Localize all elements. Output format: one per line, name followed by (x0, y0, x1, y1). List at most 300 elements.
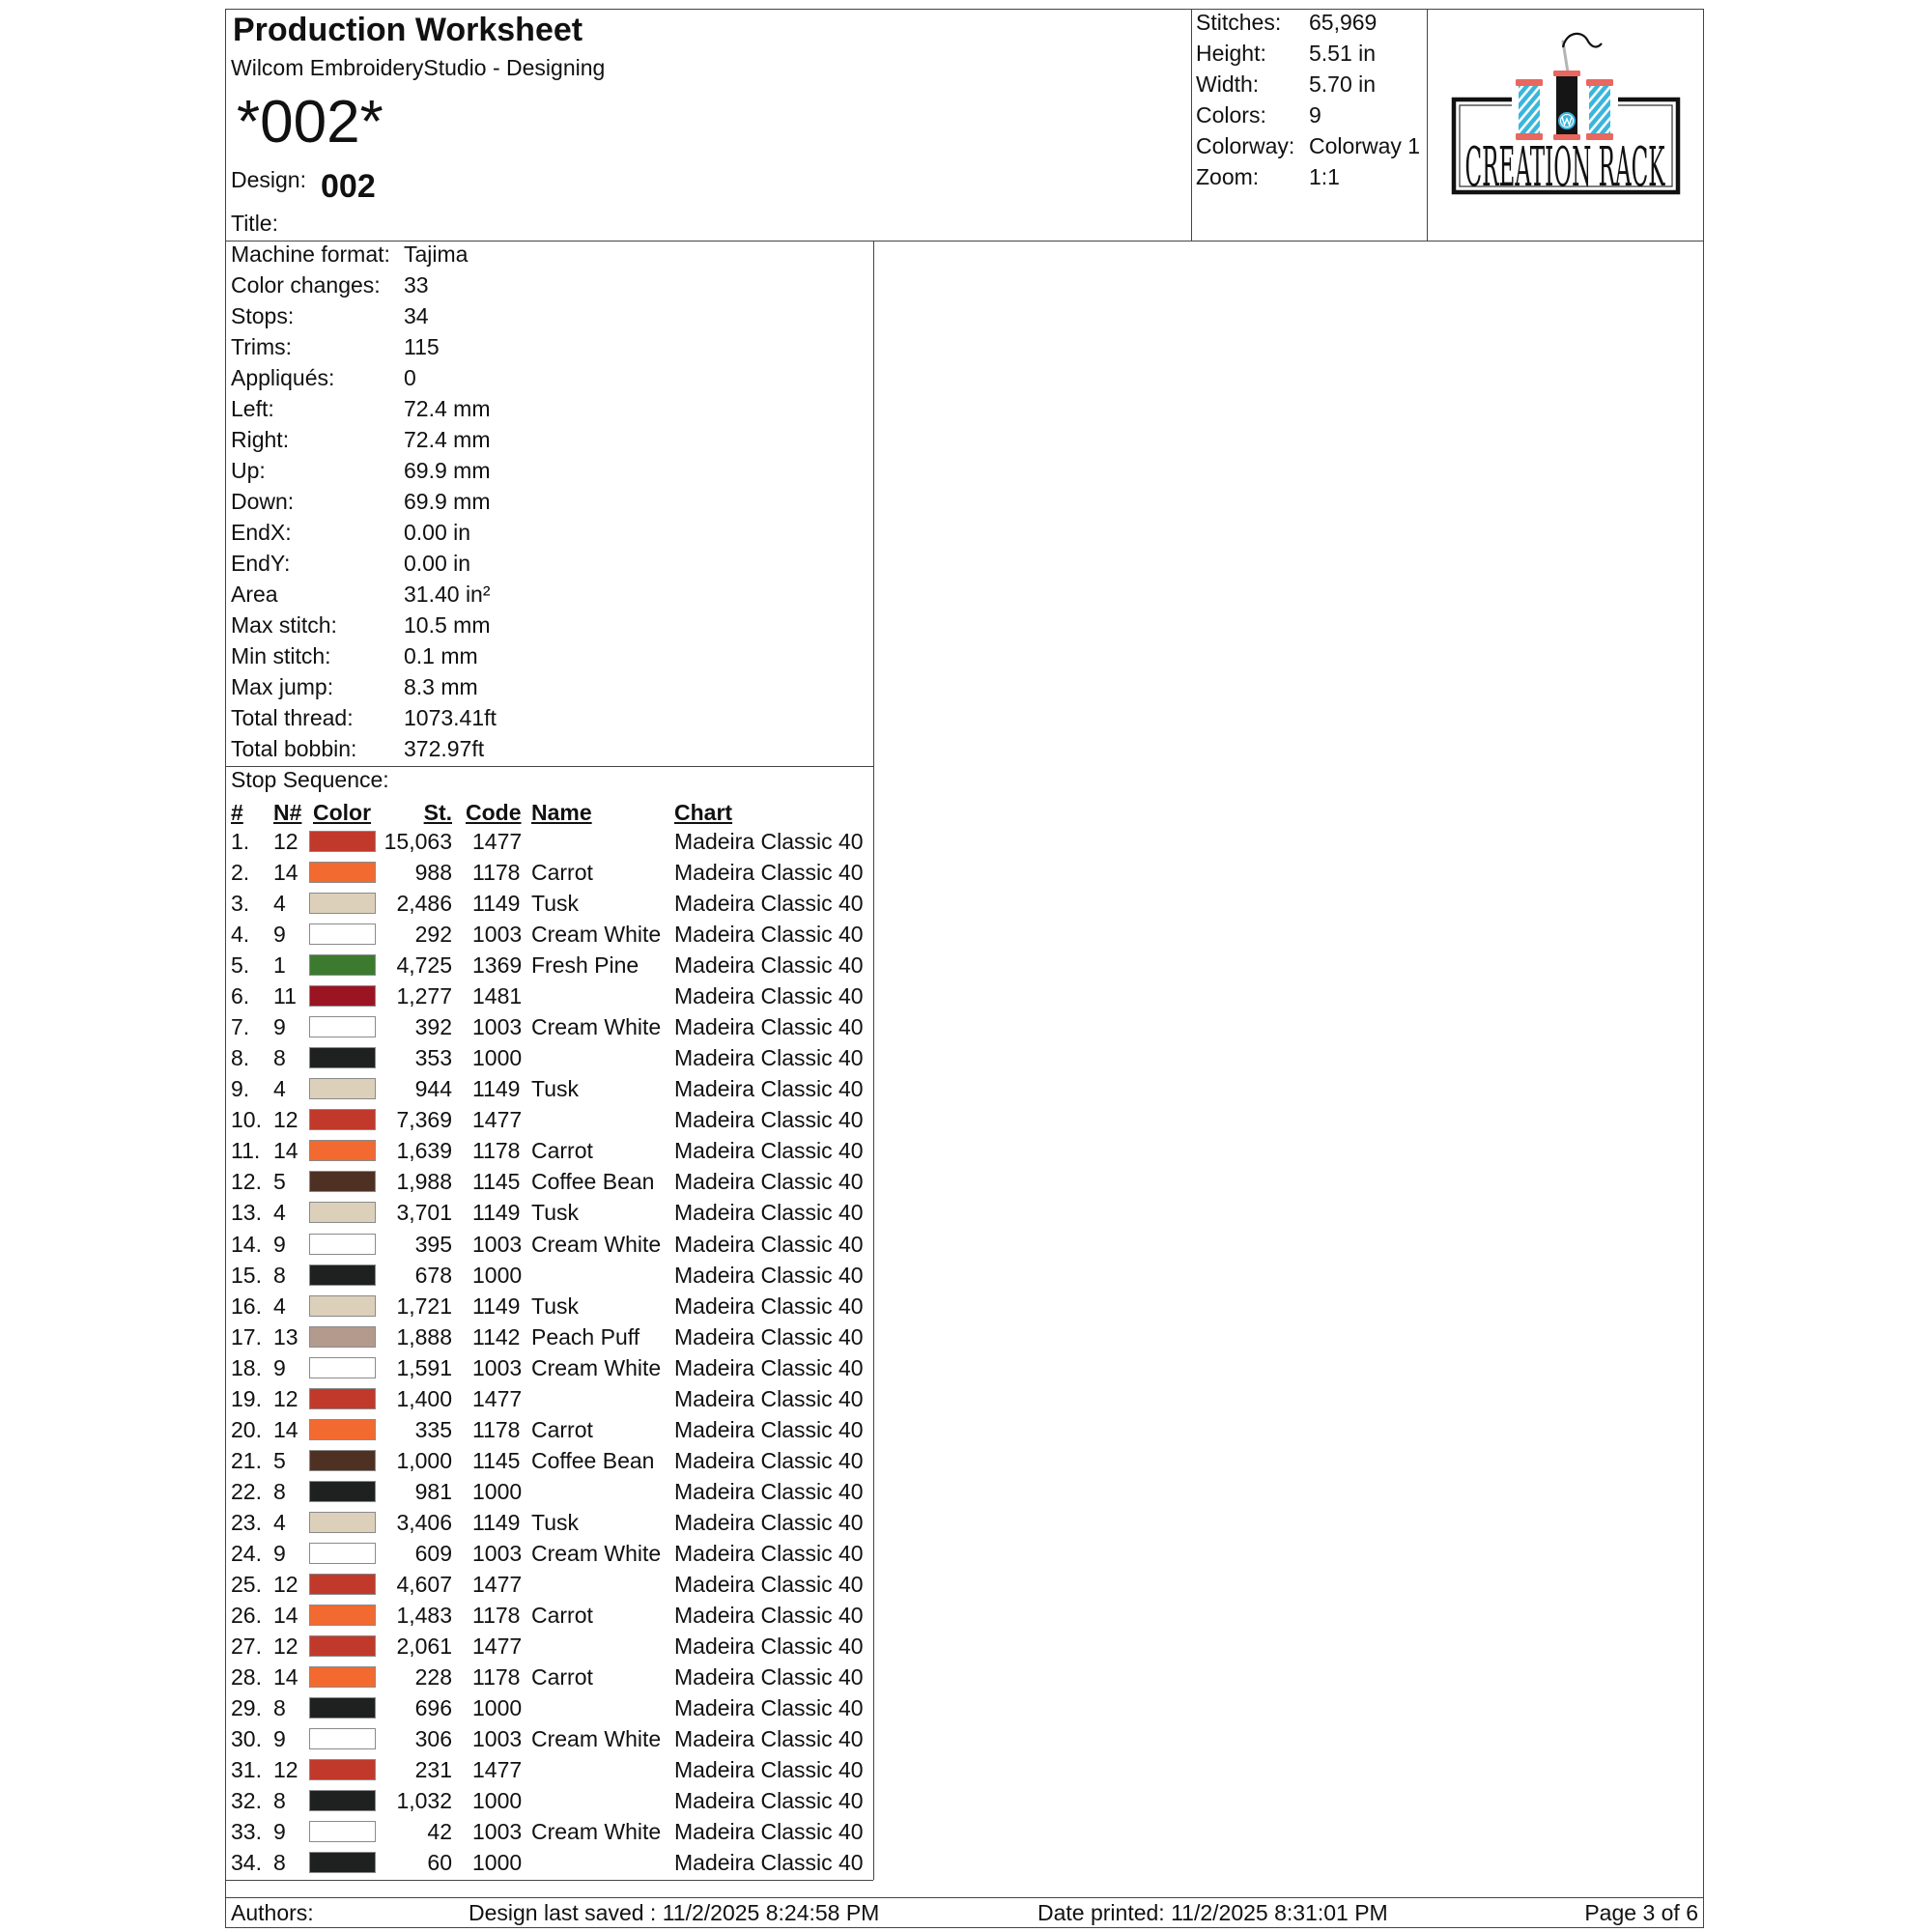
color-swatch (309, 1821, 376, 1842)
needle-number: 12 (273, 1634, 298, 1660)
stop-number: 18. (231, 1354, 262, 1380)
stitch-count: 7,369 (396, 1107, 452, 1133)
thread-code: 1369 (472, 952, 523, 979)
thread-code: 1003 (472, 922, 523, 948)
stop-sequence-row (225, 857, 873, 888)
stop-number: 3. (231, 891, 250, 917)
stitch-count: 2,061 (396, 1634, 452, 1660)
thread-code: 1142 (472, 1323, 521, 1350)
thread-chart: Madeira Classic 40 (674, 1757, 864, 1783)
thread-code: 1178 (472, 1603, 521, 1628)
color-swatch (309, 893, 376, 914)
detail-label: Machine format: (231, 242, 390, 267)
needle-number: 8 (273, 1695, 286, 1721)
color-swatch (309, 1728, 376, 1749)
summary-value: 5.70 in (1309, 71, 1377, 97)
color-swatch (309, 1419, 376, 1440)
stitch-count: 392 (414, 1014, 452, 1040)
thread-name: Coffee Bean (531, 1447, 655, 1473)
color-swatch (309, 1202, 376, 1223)
color-swatch (309, 923, 376, 945)
stitch-count: 3,406 (396, 1509, 452, 1535)
spool-right-icon (1586, 79, 1613, 140)
detail-value: 72.4 mm (404, 427, 491, 452)
footer-page-number: Page 3 of 6 (1584, 1900, 1698, 1925)
summary-value: 5.51 in (1309, 40, 1377, 66)
thread-chart: Madeira Classic 40 (674, 1354, 864, 1380)
thread-chart: Madeira Classic 40 (674, 1819, 864, 1845)
stitch-count: 231 (414, 1757, 452, 1783)
stop-sequence-row (225, 1662, 873, 1692)
summary-row (1191, 100, 1427, 129)
summary-row (1191, 162, 1427, 191)
needle-number: 12 (273, 1107, 298, 1133)
stop-sequence-row (225, 980, 873, 1011)
color-swatch (309, 985, 376, 1007)
logo-wordmark: CREATION RACK (1464, 136, 1665, 199)
stop-sequence-row (225, 1692, 873, 1723)
stitch-count: 353 (414, 1045, 452, 1071)
column-header-color: Color (313, 800, 372, 825)
stitch-count: 1,483 (396, 1603, 452, 1628)
needle-number: 14 (273, 1603, 298, 1628)
stop-sequence-row (225, 1816, 873, 1847)
color-swatch (309, 1759, 376, 1780)
color-swatch (309, 1264, 376, 1286)
column-header-chart: Chart (674, 800, 733, 825)
stop-sequence-row (225, 1321, 873, 1352)
detail-label: Total thread: (231, 705, 354, 730)
column-header-number: # (231, 800, 243, 825)
stop-number: 26. (231, 1603, 262, 1628)
color-swatch (309, 1234, 376, 1255)
needle-number: 12 (273, 1757, 298, 1783)
column-header-name: Name (531, 800, 592, 825)
thread-name: Cream White (531, 922, 662, 948)
stop-sequence-bottom-rule (225, 1880, 873, 1881)
detail-label: Min stitch: (231, 643, 331, 668)
summary-row (1191, 131, 1427, 160)
detail-label: Appliqués: (231, 365, 335, 390)
needle-number: 12 (273, 1385, 298, 1411)
stitch-count: 292 (414, 922, 452, 948)
detail-value: 69.9 mm (404, 489, 491, 514)
thread-code: 1149 (472, 1076, 521, 1102)
thread-chart: Madeira Classic 40 (674, 1571, 864, 1597)
thread-code: 1003 (472, 1231, 523, 1257)
stop-sequence-row (225, 1476, 873, 1507)
thread-chart: Madeira Classic 40 (674, 1603, 864, 1628)
stop-number: 9. (231, 1076, 250, 1102)
stop-number: 14. (231, 1231, 262, 1257)
stitch-count: 1,591 (396, 1354, 452, 1380)
footer-divider (225, 1897, 1704, 1898)
stop-number: 21. (231, 1447, 262, 1473)
detail-value: 115 (404, 334, 440, 359)
column-header-needle: N# (273, 800, 302, 825)
thread-name: Tusk (531, 1200, 579, 1226)
stop-number: 19. (231, 1385, 262, 1411)
thread-code: 1477 (472, 1634, 523, 1660)
stitch-count: 944 (414, 1076, 452, 1102)
thread-code: 1000 (472, 1478, 523, 1504)
needle-number: 9 (273, 1231, 286, 1257)
color-swatch (309, 831, 376, 852)
color-swatch (309, 954, 376, 976)
stitch-count: 1,400 (396, 1385, 452, 1411)
thread-code: 1003 (472, 1354, 523, 1380)
stitch-count: 42 (427, 1819, 452, 1845)
thread-code: 1000 (472, 1850, 523, 1876)
stop-number: 7. (231, 1014, 250, 1040)
thread-name: Carrot (531, 1603, 593, 1628)
stop-sequence-row (225, 1073, 873, 1104)
color-swatch (309, 1295, 376, 1317)
needle-number: 9 (273, 1819, 286, 1845)
stop-sequence-row (225, 950, 873, 980)
detail-label: Right: (231, 427, 290, 452)
stop-number: 34. (231, 1850, 262, 1876)
stitch-count: 1,639 (396, 1138, 452, 1164)
thread-chart: Madeira Classic 40 (674, 1540, 864, 1566)
needle-number: 14 (273, 1664, 298, 1690)
thread-code: 1178 (472, 1138, 521, 1164)
thread-code: 1149 (472, 1509, 521, 1535)
column-header-stitches: St. (423, 800, 452, 825)
stop-number: 5. (231, 952, 250, 979)
needle-number: 14 (273, 1138, 298, 1164)
stop-number: 16. (231, 1293, 262, 1319)
thread-code: 1477 (472, 1385, 523, 1411)
thread-name: Carrot (531, 860, 593, 886)
needle-number: 9 (273, 922, 286, 948)
summary-value: Colorway 1 (1309, 132, 1421, 158)
needle-number: 11 (273, 983, 297, 1009)
color-swatch (309, 1047, 376, 1068)
needle-number: 4 (273, 1509, 286, 1535)
stop-sequence-row (225, 1197, 873, 1228)
color-swatch (309, 1357, 376, 1378)
needle-number: 14 (273, 1416, 298, 1442)
stitch-count: 981 (414, 1478, 452, 1504)
needle-number: 9 (273, 1726, 286, 1752)
thread-name: Cream White (531, 1014, 662, 1040)
design-summary (1191, 0, 1427, 241)
design-label: Design: (231, 167, 306, 192)
stop-sequence-row (225, 1135, 873, 1166)
thread-chart: Madeira Classic 40 (674, 891, 864, 917)
detail-value: 8.3 mm (404, 674, 478, 699)
thread-code: 1145 (472, 1169, 521, 1195)
stop-number: 15. (231, 1262, 262, 1288)
thread-name: Peach Puff (531, 1323, 640, 1350)
thread-chart: Madeira Classic 40 (674, 1200, 864, 1226)
stitch-count: 306 (414, 1726, 452, 1752)
stop-sequence-row (225, 1291, 873, 1321)
stitch-count: 678 (414, 1262, 452, 1288)
detail-value: 0 (404, 365, 416, 390)
thread-code: 1003 (472, 1819, 523, 1845)
thread-code: 1178 (472, 1664, 521, 1690)
thread-chart: Madeira Classic 40 (674, 1262, 864, 1288)
stop-number: 6. (231, 983, 250, 1009)
thread-name: Cream White (531, 1726, 662, 1752)
stop-sequence-row (225, 1847, 873, 1878)
needle-number: 4 (273, 1200, 286, 1226)
detail-value: Tajima (404, 242, 469, 267)
creation-rack-logo (1427, 9, 1704, 241)
thread-name: Tusk (531, 1293, 579, 1319)
stop-number: 13. (231, 1200, 262, 1226)
thread-name: Carrot (531, 1138, 593, 1164)
footer-last-saved: Design last saved : 11/2/2025 8:24:58 PM (469, 1900, 880, 1925)
thread-name: Tusk (531, 891, 579, 917)
summary-row (1191, 39, 1427, 68)
stop-number: 1. (231, 829, 250, 854)
thread-chart: Madeira Classic 40 (674, 922, 864, 948)
needle-number: 9 (273, 1354, 286, 1380)
stop-number: 10. (231, 1107, 262, 1133)
stop-sequence-row (225, 1042, 873, 1073)
stop-sequence-row (225, 919, 873, 950)
color-swatch (309, 1481, 376, 1502)
thread-name: Cream White (531, 1231, 662, 1257)
thread-code: 1003 (472, 1726, 523, 1752)
stitch-count: 15,063 (384, 829, 452, 854)
spool-center-icon (1553, 71, 1580, 140)
page-title: Production Worksheet (233, 12, 583, 48)
thread-chart: Madeira Classic 40 (674, 829, 864, 854)
color-swatch (309, 1512, 376, 1533)
stop-number: 31. (231, 1757, 262, 1783)
color-swatch (309, 1543, 376, 1564)
stop-number: 20. (231, 1416, 262, 1442)
summary-label: Width: (1196, 71, 1260, 97)
detail-value: 0.1 mm (404, 643, 478, 668)
thread-loop-icon (1563, 34, 1602, 47)
detail-value: 1073.41ft (404, 705, 497, 730)
thread-chart: Madeira Classic 40 (674, 1788, 864, 1814)
detail-value: 10.5 mm (404, 612, 491, 638)
summary-row (1191, 8, 1427, 37)
needle-number: 8 (273, 1788, 286, 1814)
stop-sequence-row (225, 1166, 873, 1197)
stop-number: 22. (231, 1478, 262, 1504)
stitch-count: 1,721 (396, 1293, 452, 1319)
needle-number: 5 (273, 1447, 286, 1473)
thread-name: Carrot (531, 1416, 593, 1442)
color-swatch (309, 862, 376, 883)
detail-label: EndX: (231, 520, 292, 545)
needle-number: 8 (273, 1478, 286, 1504)
title-label: Title: (231, 211, 278, 236)
thread-chart: Madeira Classic 40 (674, 1664, 864, 1690)
thread-code: 1003 (472, 1014, 523, 1040)
left-panel-divider (873, 241, 874, 1880)
stop-sequence-row (225, 1352, 873, 1383)
thread-name: Tusk (531, 1076, 579, 1102)
detail-value: 0.00 in (404, 551, 471, 576)
thread-name: Cream White (531, 1540, 662, 1566)
detail-value: 34 (404, 303, 429, 328)
stop-number: 11. (231, 1138, 261, 1164)
stitch-count: 1,888 (396, 1323, 452, 1350)
needle-number: 4 (273, 1293, 286, 1319)
stop-sequence-row (225, 1414, 873, 1445)
thread-chart: Madeira Classic 40 (674, 1323, 864, 1350)
stop-sequence-table (225, 0, 873, 1880)
stitch-count: 395 (414, 1231, 452, 1257)
color-swatch (309, 1171, 376, 1192)
thread-chart: Madeira Classic 40 (674, 1169, 864, 1195)
color-swatch (309, 1635, 376, 1657)
thread-code: 1477 (472, 1107, 523, 1133)
detail-label: Color changes: (231, 272, 381, 298)
stop-number: 12. (231, 1169, 262, 1195)
summary-label: Zoom: (1196, 163, 1260, 189)
thread-chart: Madeira Classic 40 (674, 1634, 864, 1660)
needle-number: 8 (273, 1850, 286, 1876)
color-swatch (309, 1605, 376, 1626)
thread-code: 1003 (472, 1540, 523, 1566)
color-swatch (309, 1450, 376, 1471)
stop-sequence-row (225, 1260, 873, 1291)
detail-label: Max jump: (231, 674, 334, 699)
thread-chart: Madeira Classic 40 (674, 860, 864, 886)
stitch-count: 1,988 (396, 1169, 452, 1195)
stop-sequence-row (225, 1229, 873, 1260)
thread-name: Carrot (531, 1664, 593, 1690)
summary-label: Colorway: (1196, 132, 1295, 158)
stop-number: 29. (231, 1695, 262, 1721)
stop-number: 2. (231, 860, 250, 886)
thread-chart: Madeira Classic 40 (674, 1231, 864, 1257)
thread-code: 1000 (472, 1262, 523, 1288)
color-swatch (309, 1109, 376, 1130)
summary-label: Height: (1196, 40, 1266, 66)
thread-chart: Madeira Classic 40 (674, 1076, 864, 1102)
stop-number: 23. (231, 1509, 262, 1535)
stitch-count: 696 (414, 1695, 452, 1721)
detail-value: 372.97ft (404, 736, 485, 761)
color-swatch (309, 1574, 376, 1595)
design-value: 002 (321, 168, 376, 205)
thread-chart: Madeira Classic 40 (674, 1447, 864, 1473)
thread-code: 1178 (472, 860, 521, 886)
stop-sequence-row (225, 888, 873, 919)
thread-code: 1000 (472, 1045, 523, 1071)
stop-sequence-title: Stop Sequence: (231, 767, 389, 792)
thread-chart: Madeira Classic 40 (674, 1293, 864, 1319)
thread-code: 1481 (472, 983, 523, 1009)
thread-chart: Madeira Classic 40 (674, 1695, 864, 1721)
stitch-count: 3,701 (396, 1200, 452, 1226)
detail-label: EndY: (231, 551, 291, 576)
needle-number: 1 (273, 952, 286, 979)
thread-code: 1149 (472, 891, 521, 917)
thread-chart: Madeira Classic 40 (674, 1850, 864, 1876)
color-swatch (309, 1388, 376, 1409)
thread-chart: Madeira Classic 40 (674, 952, 864, 979)
thread-chart: Madeira Classic 40 (674, 1138, 864, 1164)
needle-number: 8 (273, 1262, 286, 1288)
stop-sequence-row (225, 1538, 873, 1569)
stop-sequence-row (225, 1600, 873, 1631)
stop-number: 33. (231, 1819, 262, 1845)
detail-value: 69.9 mm (404, 458, 491, 483)
detail-value: 72.4 mm (404, 396, 491, 421)
stop-number: 17. (231, 1323, 262, 1350)
detail-label: Up: (231, 458, 266, 483)
stop-sequence-row (225, 1507, 873, 1538)
thread-chart: Madeira Classic 40 (674, 1107, 864, 1133)
footer-date-printed: Date printed: 11/2/2025 8:31:01 PM (1037, 1900, 1388, 1925)
color-swatch (309, 1697, 376, 1719)
thread-chart: Madeira Classic 40 (674, 1045, 864, 1071)
stop-number: 28. (231, 1664, 262, 1690)
stitch-count: 988 (414, 860, 452, 886)
stop-sequence-row (225, 1011, 873, 1042)
footer-authors: Authors: (231, 1900, 314, 1925)
detail-label: Area (231, 582, 278, 607)
detail-label: Max stitch: (231, 612, 337, 638)
stitch-count: 228 (414, 1664, 452, 1690)
thread-chart: Madeira Classic 40 (674, 983, 864, 1009)
thread-code: 1477 (472, 1757, 523, 1783)
needle-number: 8 (273, 1045, 286, 1071)
stop-sequence-row (225, 1569, 873, 1600)
thread-chart: Madeira Classic 40 (674, 1385, 864, 1411)
needle-number: 12 (273, 829, 298, 854)
stitch-count: 1,032 (396, 1788, 452, 1814)
detail-value: 31.40 in² (404, 582, 491, 607)
stop-sequence-row (225, 826, 873, 857)
thread-name: Coffee Bean (531, 1169, 655, 1195)
summary-value: 9 (1309, 101, 1321, 128)
needle-number: 4 (273, 891, 286, 917)
stitch-count: 60 (427, 1850, 452, 1876)
stitch-count: 1,277 (396, 983, 452, 1009)
stitch-count: 335 (414, 1416, 452, 1442)
color-swatch (309, 1016, 376, 1037)
color-swatch (309, 1666, 376, 1688)
stop-sequence-row (225, 1383, 873, 1414)
color-swatch (309, 1140, 376, 1161)
stitch-count: 4,607 (396, 1571, 452, 1597)
spool-left-icon (1516, 79, 1543, 140)
software-subtitle: Wilcom EmbroideryStudio - Designing (231, 55, 606, 80)
stop-sequence-row (225, 1445, 873, 1476)
thread-code: 1145 (472, 1447, 521, 1473)
thread-chart: Madeira Classic 40 (674, 1478, 864, 1504)
stitch-count: 2,486 (396, 891, 452, 917)
stitch-count: 609 (414, 1540, 452, 1566)
thread-name: Cream White (531, 1819, 662, 1845)
needle-number: 12 (273, 1571, 298, 1597)
stop-sequence-row (225, 1754, 873, 1785)
needle-number: 4 (273, 1076, 286, 1102)
summary-value: 1:1 (1309, 163, 1340, 189)
detail-value: 33 (404, 272, 429, 298)
thread-code: 1000 (472, 1788, 523, 1814)
thread-name: Cream White (531, 1354, 662, 1380)
needle-number: 9 (273, 1540, 286, 1566)
detail-label: Trims: (231, 334, 293, 359)
needle-number: 14 (273, 860, 298, 886)
stop-sequence-row (225, 1723, 873, 1754)
design-code-large: *002* (237, 89, 384, 156)
color-swatch (309, 1078, 376, 1099)
